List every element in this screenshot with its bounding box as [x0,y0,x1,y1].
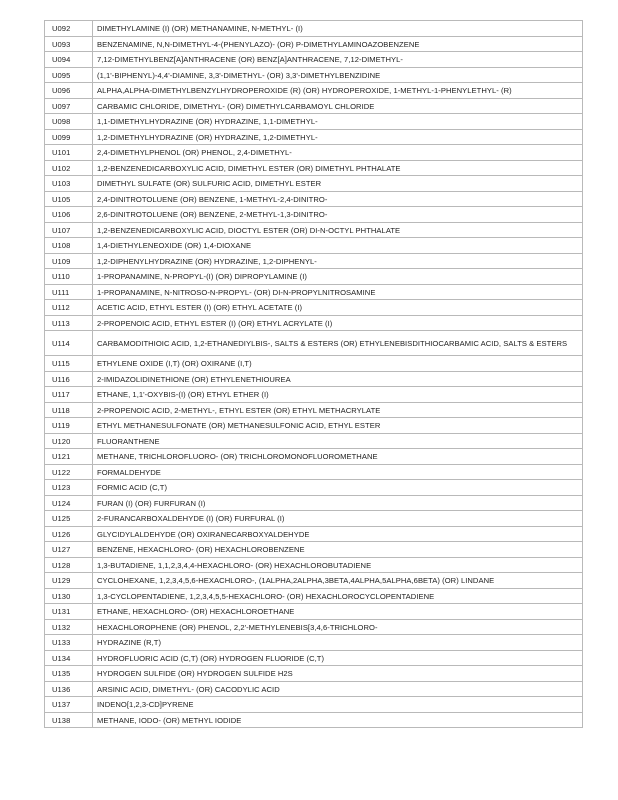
chemical-name-cell: 1,2-BENZENEDICARBOXYLIC ACID, DIMETHYL ESTER (OR) DIMETHYL PHTHALATE [93,160,583,176]
waste-code-cell: U136 [45,681,93,697]
waste-code-cell: U119 [45,418,93,434]
table-row [45,222,583,238]
chemical-name-cell: CARBAMIC CHLORIDE, DIMETHYL- (OR) DIMETHYLCARBAMOYL CHLORIDE [93,98,583,114]
chemical-name-cell: DIMETHYLAMINE (I) (OR) METHANAMINE, N-METHYL- (I) [93,21,583,37]
table-row [45,83,583,99]
waste-code-cell: U097 [45,98,93,114]
waste-code-cell: U105 [45,191,93,207]
chemical-name-cell: 1,3-CYCLOPENTADIENE, 1,2,3,4,5,5-HEXACHLORO- (OR) HEXACHLOROCYCLOPENTADIENE [93,588,583,604]
chemical-name-cell: 2-PROPENOIC ACID, 2-METHYL-, ETHYL ESTER (OR) ETHYL METHACRYLATE [93,402,583,418]
table-row [45,449,583,465]
table-row [45,67,583,83]
waste-code-cell: U137 [45,697,93,713]
chemical-name-cell: (1,1'-BIPHENYL)-4,4'-DIAMINE, 3,3'-DIMETHYL- (OR) 3,3'-DIMETHYLBENZIDINE [93,67,583,83]
table-row [45,402,583,418]
waste-code-cell: U112 [45,300,93,316]
waste-code-cell: U123 [45,480,93,496]
chemical-name-cell: BENZENE, HEXACHLORO- (OR) HEXACHLOROBENZENE [93,542,583,558]
waste-code-cell: U131 [45,604,93,620]
chemical-name-cell: 2-PROPENOIC ACID, ETHYL ESTER (I) (OR) ETHYL ACRYLATE (I) [93,315,583,331]
table-row [45,557,583,573]
table-row [45,511,583,527]
chemical-name-cell: CYCLOHEXANE, 1,2,3,4,5,6-HEXACHLORO-, (1ALPHA,2ALPHA,3BETA,4ALPHA,5ALPHA,6BETA) (OR) LINDANE [93,573,583,589]
waste-code-cell: U121 [45,449,93,465]
waste-code-table [44,20,583,728]
chemical-name-cell: 1,4-DIETHYLENEOXIDE (OR) 1,4-DIOXANE [93,238,583,254]
waste-code-cell: U132 [45,619,93,635]
chemical-name-cell: HEXACHLOROPHENE (OR) PHENOL, 2,2'-METHYLENEBIS[3,4,6-TRICHLORO- [93,619,583,635]
chemical-name-cell: 1,1-DIMETHYLHYDRAZINE (OR) HYDRAZINE, 1,1-DIMETHYL- [93,114,583,130]
waste-code-cell: U093 [45,36,93,52]
waste-code-cell: U128 [45,557,93,573]
waste-code-cell: U107 [45,222,93,238]
chemical-name-cell: ETHANE, 1,1'-OXYBIS-(I) (OR) ETHYL ETHER (I) [93,387,583,403]
table-row [45,433,583,449]
chemical-name-cell: ACETIC ACID, ETHYL ESTER (I) (OR) ETHYL ACETATE (I) [93,300,583,316]
chemical-name-cell: ETHYLENE OXIDE (I,T) (OR) OXIRANE (I,T) [93,356,583,372]
table-row [45,284,583,300]
table-row [45,269,583,285]
chemical-name-cell: BENZENAMINE, N,N-DIMETHYL-4-(PHENYLAZO)- (OR) P-DIMETHYLAMINOAZOBENZENE [93,36,583,52]
chemical-name-cell: ETHANE, HEXACHLORO- (OR) HEXACHLOROETHANE [93,604,583,620]
chemical-name-cell: CARBAMODITHIOIC ACID, 1,2-ETHANEDIYLBIS-, SALTS & ESTERS (OR) ETHYLENEBISDITHIOCARBAMIC ACID, SALTS & ESTERS [93,331,583,356]
waste-code-cell: U117 [45,387,93,403]
chemical-name-cell: ARSINIC ACID, DIMETHYL- (OR) CACODYLIC ACID [93,681,583,697]
table-row [45,588,583,604]
chemical-name-cell: 1-PROPANAMINE, N-PROPYL-(I) (OR) DIPROPYLAMINE (I) [93,269,583,285]
table-row [45,666,583,682]
table-row [45,207,583,223]
table-body [45,21,583,728]
chemical-name-cell: DIMETHYL SULFATE (OR) SULFURIC ACID, DIMETHYL ESTER [93,176,583,192]
waste-code-cell: U108 [45,238,93,254]
chemical-name-cell: ETHYL METHANESULFONATE (OR) METHANESULFONIC ACID, ETHYL ESTER [93,418,583,434]
table-row [45,650,583,666]
table-row [45,331,583,356]
table-row [45,114,583,130]
waste-code-cell: U111 [45,284,93,300]
waste-code-cell: U103 [45,176,93,192]
chemical-name-cell: HYDROGEN SULFIDE (OR) HYDROGEN SULFIDE H2S [93,666,583,682]
waste-code-cell: U113 [45,315,93,331]
table-row [45,36,583,52]
table-row [45,21,583,37]
chemical-name-cell: 2-FURANCARBOXALDEHYDE (I) (OR) FURFURAL (I) [93,511,583,527]
waste-code-cell: U133 [45,635,93,651]
table-row [45,495,583,511]
chemical-name-cell: 1,2-DIPHENYLHYDRAZINE (OR) HYDRAZINE, 1,2-DIPHENYL- [93,253,583,269]
chemical-name-cell: HYDROFLUORIC ACID (C,T) (OR) HYDROGEN FLUORIDE (C,T) [93,650,583,666]
chemical-name-cell: 1-PROPANAMINE, N-NITROSO-N-PROPYL- (OR) DI-N-PROPYLNITROSAMINE [93,284,583,300]
table-row [45,371,583,387]
waste-code-cell: U095 [45,67,93,83]
chemical-name-cell: 2,4-DIMETHYLPHENOL (OR) PHENOL, 2,4-DIMETHYL- [93,145,583,161]
table-row [45,356,583,372]
waste-code-cell: U129 [45,573,93,589]
table-row [45,635,583,651]
chemical-name-cell: HYDRAZINE (R,T) [93,635,583,651]
waste-code-cell: U120 [45,433,93,449]
waste-code-cell: U125 [45,511,93,527]
table-row [45,464,583,480]
waste-code-cell: U110 [45,269,93,285]
chemical-name-cell: FORMIC ACID (C,T) [93,480,583,496]
chemical-name-cell: INDENO[1,2,3-CD]PYRENE [93,697,583,713]
table-row [45,52,583,68]
table-row [45,604,583,620]
waste-code-cell: U138 [45,712,93,728]
chemical-name-cell: ALPHA,ALPHA-DIMETHYLBENZYLHYDROPEROXIDE (R) (OR) HYDROPEROXIDE, 1-METHYL-1-PHENYLETHYL- (R) [93,83,583,99]
chemical-name-cell: 1,2-BENZENEDICARBOXYLIC ACID, DIOCTYL ESTER (OR) DI-N-OCTYL PHTHALATE [93,222,583,238]
waste-code-cell: U098 [45,114,93,130]
waste-code-cell: U094 [45,52,93,68]
waste-code-cell: U114 [45,331,93,356]
table-row [45,542,583,558]
table-row [45,160,583,176]
table-row [45,697,583,713]
chemical-name-cell: 2,6-DINITROTOLUENE (OR) BENZENE, 2-METHYL-1,3-DINITRO- [93,207,583,223]
table-row [45,191,583,207]
table-row [45,712,583,728]
waste-code-cell: U106 [45,207,93,223]
waste-code-cell: U124 [45,495,93,511]
waste-code-cell: U122 [45,464,93,480]
chemical-name-cell: FLUORANTHENE [93,433,583,449]
waste-code-cell: U099 [45,129,93,145]
chemical-name-cell: 1,3-BUTADIENE, 1,1,2,3,4,4-HEXACHLORO- (OR) HEXACHLOROBUTADIENE [93,557,583,573]
waste-code-cell: U130 [45,588,93,604]
waste-code-cell: U135 [45,666,93,682]
waste-code-cell: U096 [45,83,93,99]
table-row [45,619,583,635]
chemical-name-cell: 2,4-DINITROTOLUENE (OR) BENZENE, 1-METHYL-2,4-DINITRO- [93,191,583,207]
chemical-name-cell: 2-IMIDAZOLIDINETHIONE (OR) ETHYLENETHIOUREA [93,371,583,387]
table-row [45,176,583,192]
table-row [45,573,583,589]
table-row [45,418,583,434]
chemical-name-cell: GLYCIDYLALDEHYDE (OR) OXIRANECARBOXYALDEHYDE [93,526,583,542]
table-row [45,526,583,542]
waste-code-cell: U109 [45,253,93,269]
waste-code-cell: U126 [45,526,93,542]
waste-code-cell: U102 [45,160,93,176]
chemical-name-cell: 1,2-DIMETHYLHYDRAZINE (OR) HYDRAZINE, 1,2-DIMETHYL- [93,129,583,145]
chemical-name-cell: FURAN (I) (OR) FURFURAN (I) [93,495,583,511]
table-row [45,238,583,254]
chemical-name-cell: FORMALDEHYDE [93,464,583,480]
chemical-name-cell: METHANE, IODO- (OR) METHYL IODIDE [93,712,583,728]
waste-code-cell: U101 [45,145,93,161]
waste-code-cell: U134 [45,650,93,666]
table-row [45,129,583,145]
waste-code-cell: U092 [45,21,93,37]
waste-code-cell: U127 [45,542,93,558]
waste-code-cell: U116 [45,371,93,387]
chemical-name-cell: 7,12-DIMETHYLBENZ[A]ANTHRACENE (OR) BENZ[A]ANTHRACENE, 7,12-DIMETHYL- [93,52,583,68]
chemical-name-cell: METHANE, TRICHLOROFLUORO- (OR) TRICHLOROMONOFLUOROMETHANE [93,449,583,465]
table-row [45,387,583,403]
waste-code-cell: U118 [45,402,93,418]
table-row [45,253,583,269]
waste-code-cell: U115 [45,356,93,372]
table-row [45,480,583,496]
table-row [45,315,583,331]
table-row [45,145,583,161]
table-row [45,98,583,114]
table-row [45,300,583,316]
table-row [45,681,583,697]
